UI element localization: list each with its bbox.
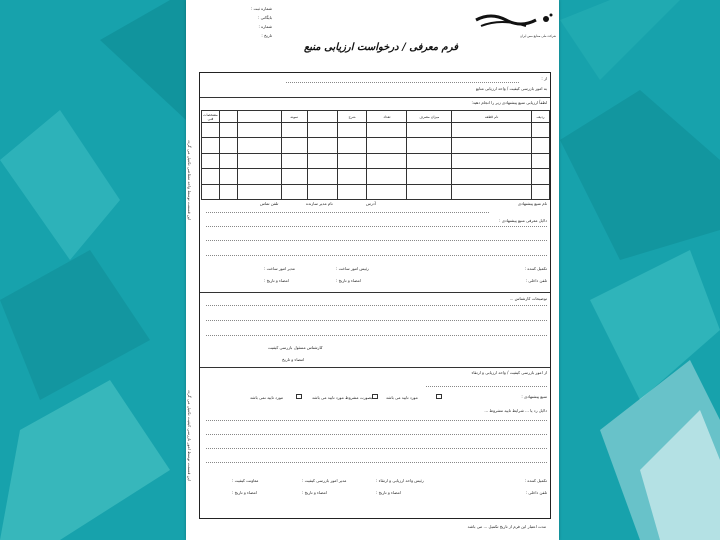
table-row — [202, 184, 550, 199]
table-header: ردیف — [531, 111, 549, 123]
supplier-name-label: نام منبع پیشنهادی — [517, 201, 547, 206]
dotted-line — [206, 212, 489, 213]
dotted-line — [206, 305, 547, 306]
side-label-inspection: این قسمت توسط امور بازرسی کیفیت تکمیل می گردد — [187, 390, 192, 481]
sig-b-deputy-sign: امضاء و تاریخ : — [232, 490, 257, 495]
meta-block — [232, 6, 272, 38]
option-conditional-checkbox[interactable] — [372, 394, 378, 399]
sig-b-inspection-sign: امضاء و تاریخ : — [302, 490, 327, 495]
table-header: نمونه — [281, 111, 307, 123]
dotted-line — [426, 386, 547, 387]
supplier-phone-label: تلفن تماس — [260, 201, 279, 206]
supplier-address-label: آدرس — [366, 201, 376, 206]
sig-a-head: رئیس امور ساخت : — [336, 266, 369, 271]
dotted-line — [206, 448, 547, 449]
sig-b-unit-head: رئیس واحد ارزیابی و ارتقاء : — [376, 478, 424, 483]
table-row — [202, 123, 550, 138]
side-label-applicant: این قسمت توسط واحد متقاضی تکمیل می گردد — [187, 140, 192, 221]
sig-b-completer: تکمیل کننده : — [524, 478, 547, 483]
sig-a-manager-sign: امضاء و تاریخ : — [264, 278, 289, 283]
table-header: شرح — [337, 111, 367, 123]
option-rejected-checkbox[interactable] — [296, 394, 302, 399]
table-row — [202, 153, 550, 168]
meta-number: شماره : — [258, 24, 272, 29]
sig-b-quality-deputy: معاونت کیفیت : — [232, 478, 259, 483]
table-row — [202, 138, 550, 153]
option-approved-label: مورد تایید می باشد — [386, 395, 418, 400]
dotted-line — [206, 226, 547, 227]
divider — [200, 367, 550, 368]
dotted-line — [206, 320, 547, 321]
form-title: فرم معرفی / درخواست ارزیابی منبع — [303, 42, 459, 53]
sig-a-manager: مدیر امور ساخت : — [264, 266, 295, 271]
section1-from: از : — [541, 76, 547, 81]
dotted-line — [286, 82, 519, 83]
table-header: نام قطعه — [452, 111, 532, 123]
dotted-line — [206, 240, 547, 241]
meta-registration: شماره ثبت : — [250, 6, 272, 11]
table-header — [219, 111, 237, 123]
result-label: منبع پیشنهادی : — [521, 394, 547, 399]
sig-a-phone: تلفن داخلی : — [525, 278, 547, 283]
meta-archive: بایگانی : — [258, 15, 272, 20]
form-page — [186, 0, 559, 540]
divider — [200, 97, 550, 98]
table-header: میزان مصرف — [407, 111, 452, 123]
sig-b-unit-head-sign: امضاء و تاریخ : — [376, 490, 401, 495]
dotted-line — [206, 462, 547, 463]
expert-sign: امضاء و تاریخ — [282, 357, 305, 362]
divider — [200, 292, 550, 293]
conditions-label: دلایل رد یا ... شرایط تایید مشروط ... — [484, 408, 547, 413]
option-conditional-label: بصورت مشروط مورد تایید می باشد — [312, 395, 373, 400]
dotted-line — [206, 420, 547, 421]
items-table — [201, 110, 550, 200]
notes-label: توضیحات کارشناس ... — [509, 296, 547, 301]
option-approved-checkbox[interactable] — [436, 394, 442, 399]
table-header — [307, 111, 337, 123]
reason-label: دلایل معرفی منبع پیشنهادی : — [499, 218, 547, 223]
sig-b-inspection-manager: مدیر امور بازرسی کیفیت : — [302, 478, 347, 483]
expert-label: کارشناس مسئول بازرسی کیفیت — [268, 345, 323, 350]
section1-to: به امور بازرسی کیفیت / واحد ارزیابی منابع — [475, 86, 547, 91]
supplier-manager-label: نام مدیر سازنده — [306, 201, 333, 206]
dotted-line — [206, 255, 547, 256]
sig-a-head-sign: امضاء و تاریخ : — [336, 278, 361, 283]
table-header: مشخصات فنی — [203, 112, 218, 121]
table-row — [202, 169, 550, 184]
meta-date: تاریخ : — [261, 33, 272, 38]
dotted-line — [206, 434, 547, 435]
org-line: شرکت ملی صنایع مس ایران — [519, 34, 556, 38]
sig-b-phone: تلفن داخلی : — [525, 490, 547, 495]
table-header — [237, 111, 281, 123]
table-header: تعداد — [367, 111, 407, 123]
sig-a-completer: تکمیل کننده : — [524, 266, 547, 271]
option-rejected-label: مورد تایید نمی باشد — [250, 395, 284, 400]
footer-note: مدت اعتبار این فرم از تاریخ تکمیل ... می باشد — [467, 524, 546, 529]
dotted-line — [206, 335, 547, 336]
section1-request: لطفاً ارزیابی منبع پیشنهادی زیر را انجام دهید: — [471, 100, 547, 105]
section2-from: از امور بازرسی کیفیت / واحد ارزیابی و ارتقاء — [471, 370, 547, 375]
